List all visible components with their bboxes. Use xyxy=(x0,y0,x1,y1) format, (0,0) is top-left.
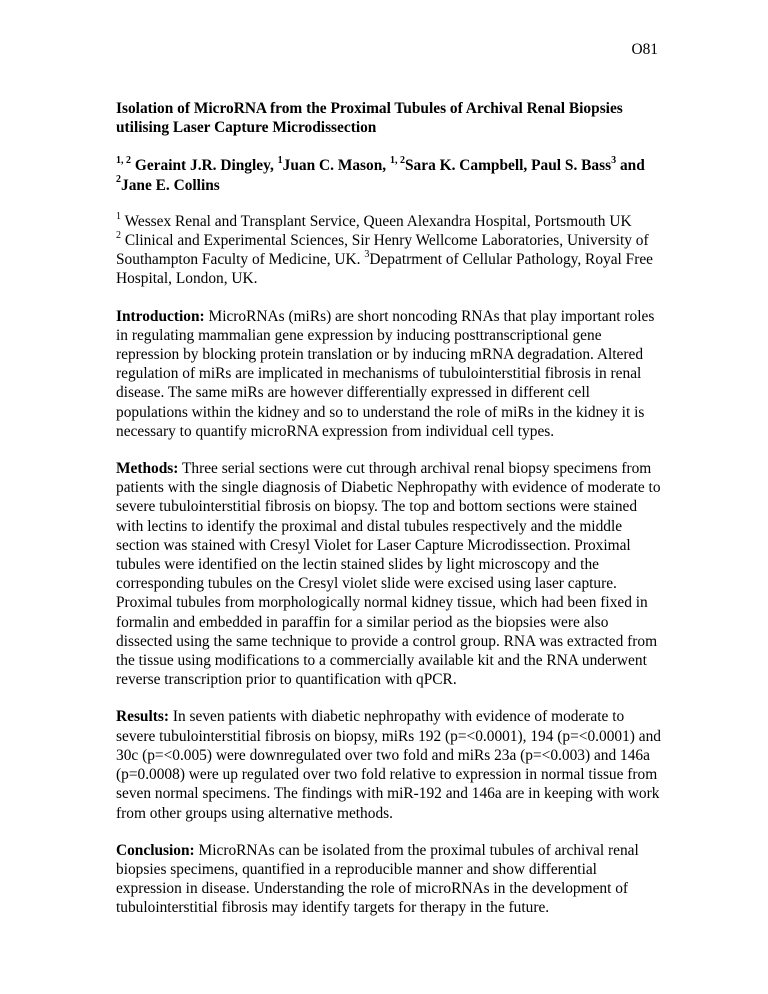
author-affiliation-marker: 1, 2 xyxy=(116,155,131,167)
affiliation-item xyxy=(116,212,664,231)
page-code: O81 xyxy=(631,41,658,58)
author-list xyxy=(116,156,664,194)
section-heading: Conclusion: xyxy=(116,841,195,859)
results-section xyxy=(116,707,664,822)
affiliation-text: Wessex Renal and Transplant Service, Queen Alexandra Hospital, Portsmouth UK xyxy=(121,212,632,230)
conclusion-section xyxy=(116,841,664,918)
section-heading: Results: xyxy=(116,708,170,726)
affiliation-marker: 1 xyxy=(116,210,121,222)
author-conjunction: and xyxy=(616,157,645,175)
author-name: Jane E. Collins xyxy=(121,176,220,194)
affiliation-marker: 3 xyxy=(364,249,370,261)
affiliation-text: Depatrment of Cellular Pathology, Royal Free Hospital, London, UK. xyxy=(116,251,654,288)
author-affiliation-marker: 1 xyxy=(277,155,283,167)
introduction-section xyxy=(116,307,664,441)
author-affiliation-marker: 2 xyxy=(116,174,121,186)
section-heading: Methods: xyxy=(116,460,179,478)
author-name: Geraint J.R. Dingley, xyxy=(134,157,274,175)
section-body: Three serial sections were cut through archival renal biopsy specimens from patients with the single diagnosis of Diabetic Nephropathy with evidence of moderate to severe tubulointerstitial fibrosis on biopsy. The top and bottom sections were stained with lectins to identify the proximal and distal tubules respectively and the middle section was stained with Cresyl Violet for Laser Capture Microdissection. Proximal tubules were identified on the lectin stained slides by light microscopy and the corresponding tubules on the Cresyl violet slide were excised using laser capture. Proximal tubules from morphologically normal kidney tissue, which had been fixed in formalin and embedded in paraffin for a similar period as the biopsies were also dissected using the same technique to provide a control group. RNA was extracted from the tissue using modifications to a commercially available kit and the RNA underwent reverse transcription prior to quantification with qPCR. xyxy=(116,460,661,689)
abstract-title: Isolation of MicroRNA from the Proximal Tubules of Archival Renal Biopsies utilising Laser Capture Microdissection xyxy=(116,100,623,137)
author-affiliation-marker: 3 xyxy=(611,155,617,167)
author-name: Sara K. Campbell, Paul S. Bass xyxy=(405,157,612,175)
affiliation-list xyxy=(116,212,664,289)
affiliation-item xyxy=(116,231,664,289)
methods-section xyxy=(116,459,664,689)
author-affiliation-marker: 1, 2 xyxy=(390,155,405,167)
abstract xyxy=(116,99,664,936)
section-heading: Introduction: xyxy=(116,307,205,325)
section-body: MicroRNAs can be isolated from the proximal tubules of archival renal biopsies specimens, quantified in a reproducible manner and show differential expression in disease. Understanding the role of microRNAs in the development of tubulointerstitial fibrosis may identify targets for therapy in the future. xyxy=(116,841,639,917)
affiliation-marker: 2 xyxy=(116,229,121,241)
affiliation-text: Clinical and Experimental Sciences, Sir Henry Wellcome Laboratories, University of Southampton Faculty of Medicine, UK. xyxy=(116,232,649,269)
section-body: MicroRNAs (miRs) are short noncoding RNAs that play important roles in regulating mammalian gene expression by inducing posttranscriptional gene repression by blocking protein translation or by inducing mRNA degradation. Altered regulation of miRs are implicated in mechanisms of tubulointerstitial fibrosis in renal disease. The same miRs are however differentially expressed in different cell populations within the kidney and so to understand the role of miRs in the kidney it is necessary to quantify microRNA expression from individual cell types. xyxy=(116,307,655,440)
section-body: In seven patients with diabetic nephropathy with evidence of moderate to severe tubulointerstitial fibrosis on biopsy, miRs 192 (p=<0.0001), 194 (p=<0.0001) and 30c (p=<0.005) were downregulated over two fold and miRs 23a (p=<0.003) and 146a (p=0.0008) were up regulated over two fold relative to expression in normal tissue from seven normal specimens. The findings with miR-192 and 146a are in keeping with work from other groups using alternative methods. xyxy=(116,708,661,822)
author-name: Juan C. Mason, xyxy=(282,157,387,175)
